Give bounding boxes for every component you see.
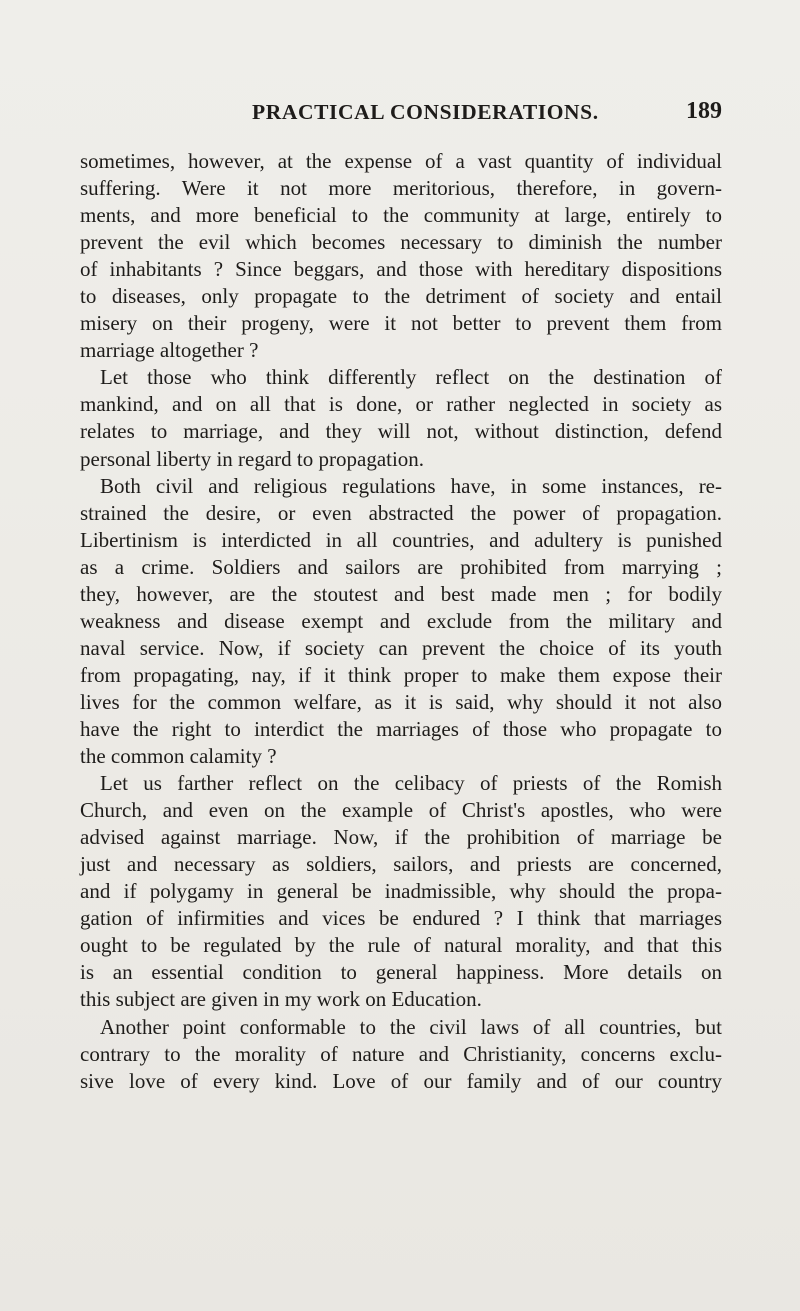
paragraph (80, 364, 722, 472)
text-line: prevent the evil which becomes necessary to diminish the number (80, 230, 722, 255)
text-line: as a crime. Soldiers and sailors are prohibited from marrying ; (80, 554, 722, 579)
text-line: lives for the common welfare, as it is said, why should it not also (80, 689, 722, 714)
text-line: this subject are given in my work on Education. (80, 987, 482, 1012)
text-line: just and necessary as soldiers, sailors, and priests are concerned, (80, 852, 722, 877)
paragraph (80, 473, 722, 771)
text-line: naval service. Now, if society can prevent the choice of its youth (80, 635, 722, 660)
page-header (252, 100, 722, 132)
text-line: Church, and even on the example of Christ's apostles, who were (80, 798, 722, 823)
text-line: gation of infirmities and vices be endured ? I think that marriages (80, 906, 722, 931)
text-line: personal liberty in regard to propagation. (80, 446, 425, 471)
text-line: strained the desire, or even abstracted the power of propagation. (80, 500, 722, 525)
text-line: they, however, are the stoutest and best made men ; for bodily (80, 581, 722, 606)
text-line: Let us farther reflect on the celibacy of priests of the Romish (100, 771, 722, 796)
paragraph (80, 1014, 722, 1095)
paragraph (80, 148, 722, 364)
text-line: Libertinism is interdicted in all countries, and adultery is punished (80, 527, 722, 552)
text-line: ought to be regulated by the rule of natural morality, and that this (80, 933, 722, 958)
text-line: ments, and more beneficial to the community at large, entirely to (80, 203, 722, 228)
text-line: sive love of every kind. Love of our family and of our country (80, 1068, 722, 1093)
text-line: is an essential condition to general happiness. More details on (80, 960, 722, 985)
body-text (80, 148, 722, 1095)
text-line: suffering. Were it not more meritorious, therefore, in govern- (80, 176, 722, 201)
page-number: 189 (686, 98, 722, 124)
text-line: contrary to the morality of nature and Christianity, concerns exclu- (80, 1041, 722, 1066)
text-line: have the right to interdict the marriages of those who propagate to (80, 716, 722, 741)
text-line: misery on their progeny, were it not better to prevent them from (80, 311, 722, 336)
text-line: of inhabitants ? Since beggars, and those with hereditary dispositions (80, 257, 722, 282)
text-line: Let those who think differently reflect on the destination of (100, 365, 722, 390)
text-line: from propagating, nay, if it think proper to make them expose their (80, 662, 722, 687)
paragraph (80, 770, 722, 1013)
text-line: and if polygamy in general be inadmissible, why should the propa- (80, 879, 722, 904)
text-line: marriage altogether ? (80, 338, 259, 363)
text-line: mankind, and on all that is done, or rather neglected in society as (80, 392, 722, 417)
text-line: relates to marriage, and they will not, without distinction, defend (80, 419, 722, 444)
text-line: the common calamity ? (80, 744, 277, 769)
running-head: PRACTICAL CONSIDERATIONS. (252, 100, 599, 124)
text-line: to diseases, only propagate to the detriment of society and entail (80, 284, 722, 309)
text-line: sometimes, however, at the expense of a vast quantity of individual (80, 149, 722, 173)
text-line: advised against marriage. Now, if the prohibition of marriage be (80, 825, 722, 850)
text-line: Both civil and religious regulations have, in some instances, re- (100, 473, 722, 498)
text-line: weakness and disease exempt and exclude from the military and (80, 608, 722, 633)
text-line: Another point conformable to the civil laws of all countries, but (100, 1014, 722, 1039)
